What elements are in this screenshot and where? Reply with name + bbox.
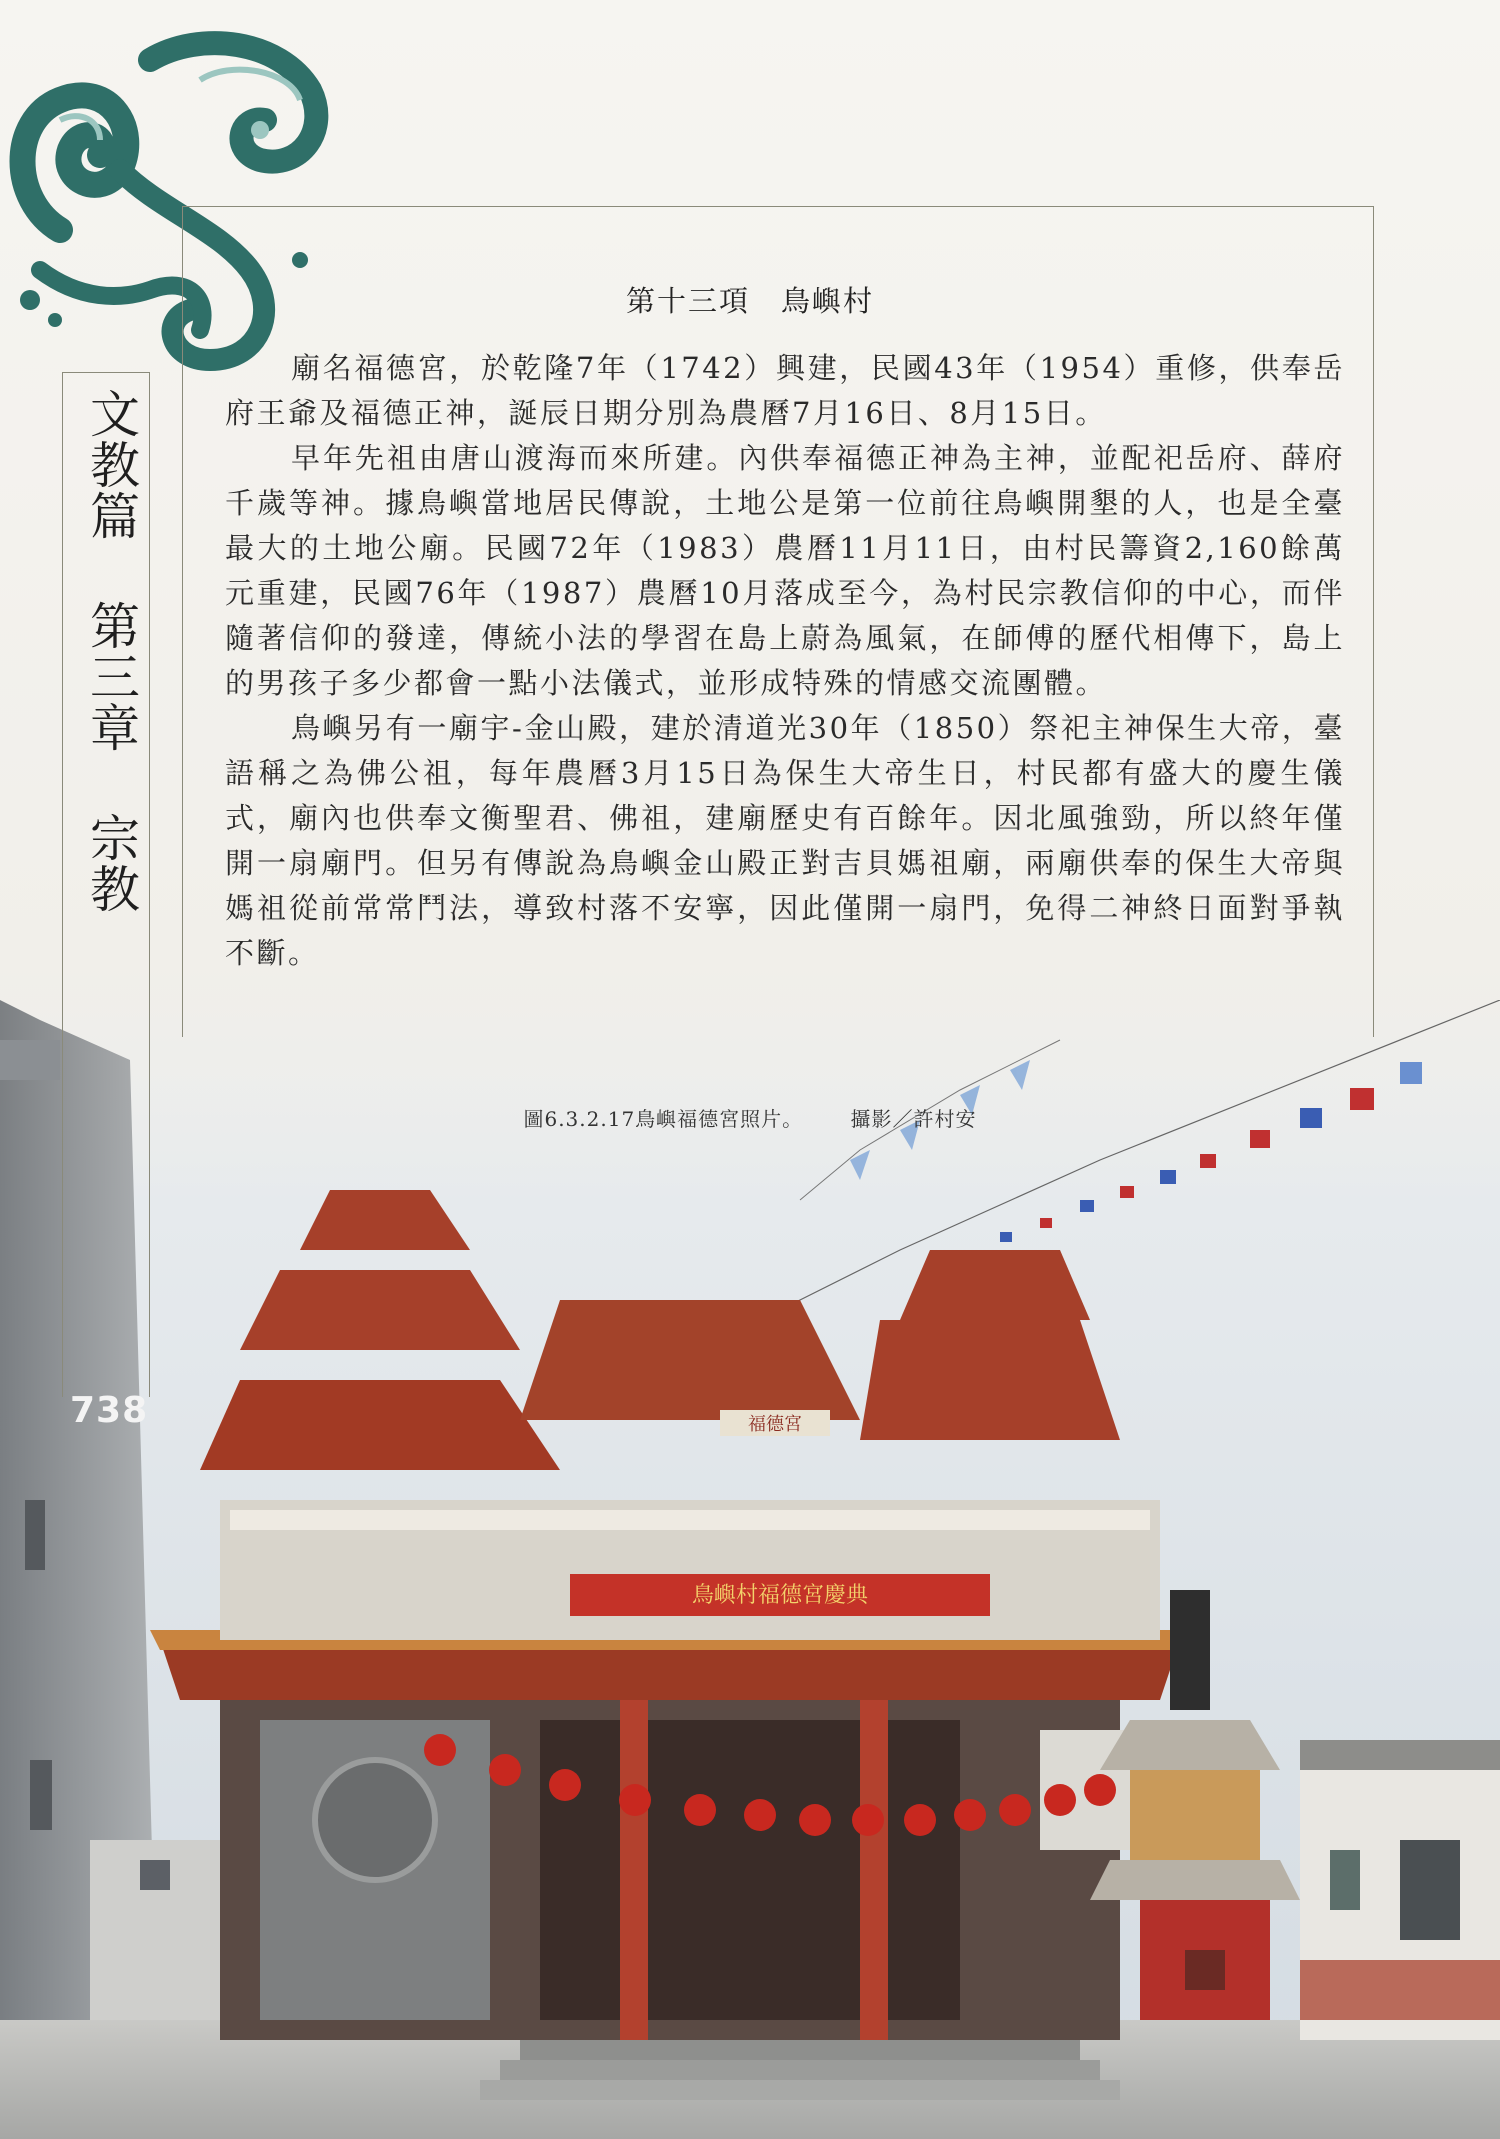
body-text: [225, 346, 1345, 976]
paragraph-3: 鳥嶼另有一廟宇-金山殿，建於清道光30年（1850）祭祀主神保生大帝，臺語稱之為佛公祖，每年農曆3月15日為保生大帝生日，村民都有盛大的慶生儀式，廟內也供奉文衡聖君、佛祖，建廟歷史有百餘年。因北風強勁，所以終年僅開一扇廟門。但另有傳說為鳥嶼金山殿正對吉貝媽祖廟，兩廟供奉的保生大帝與媽祖從前常常鬥法，導致村落不安寧，因此僅開一扇門，免得二神終日面對爭執不斷。: [225, 711, 1345, 970]
temple-plaque: 福德宮: [748, 1414, 802, 1435]
temple-banner: 鳥嶼村福德宮慶典: [691, 1583, 869, 1608]
temple-photo: [0, 1000, 1500, 2139]
figure-caption: [0, 1103, 1500, 1132]
paragraph-2: 早年先祖由唐山渡海而來所建。內供奉福德正神為主神，並配祀岳府、薛府千歲等神。據鳥嶼當地居民傳說，土地公是第一位前往鳥嶼開墾的人，也是全臺最大的土地公廟。民國72年（1983）農曆11月11日，由村民籌資2,160餘萬元重建，民國76年（1987）農曆10月落成至今，為村民宗教信仰的中心，而伴隨著信仰的發達，傳統小法的學習在島上蔚為風氣，在師傅的歷代相傳下，島上的男孩子多少都會一點小法儀式，並形成特殊的情感交流團體。: [225, 441, 1345, 700]
chapter-sidebar-title: 文教篇 第三章 宗教: [82, 388, 140, 914]
caption-text: 圖6.3.2.17鳥嶼福德宮照片。: [523, 1107, 804, 1131]
page-number: 738: [70, 1390, 149, 1431]
section-title: 第十三項 鳥嶼村: [625, 284, 874, 318]
paragraph-1: 廟名福德宮，於乾隆7年（1742）興建，民國43年（1954）重修，供奉岳府王爺及福德正神，誕辰日期分別為農曆7月16日、8月15日。: [225, 351, 1345, 430]
photo-credit: 攝影／許村安: [850, 1107, 977, 1131]
